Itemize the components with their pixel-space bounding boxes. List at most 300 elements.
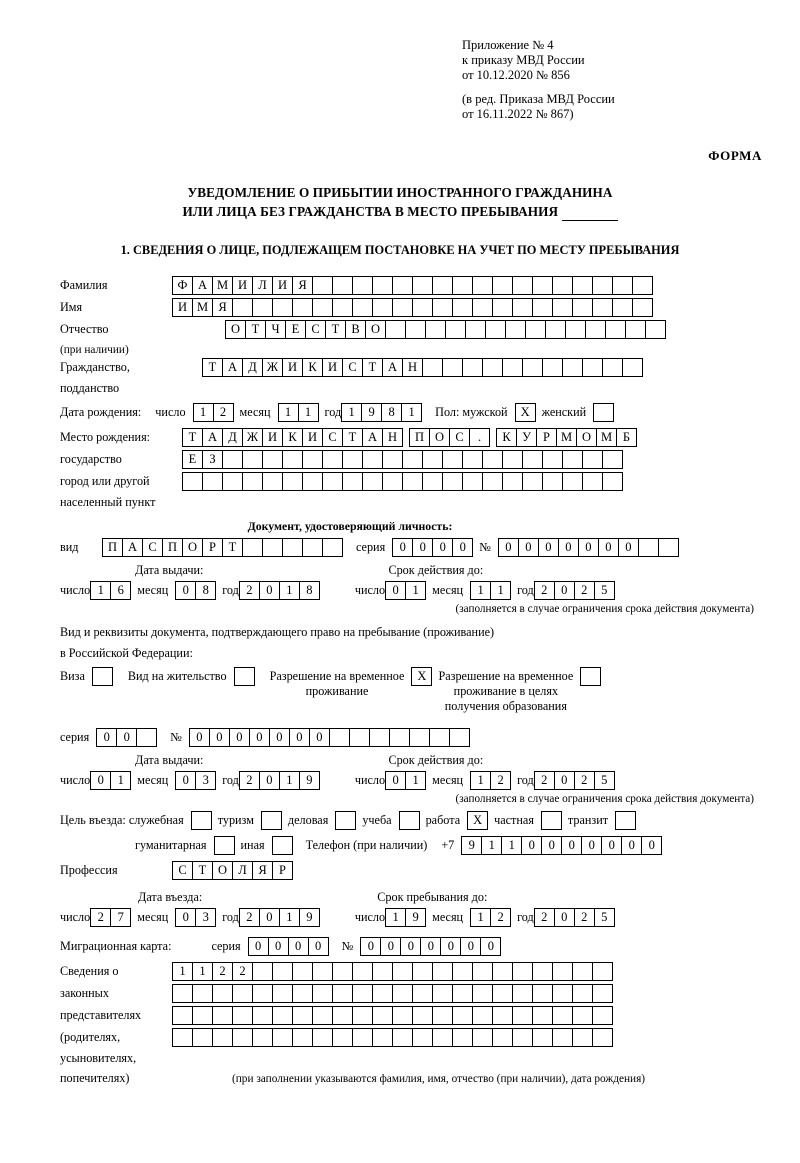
form-cell[interactable] (532, 984, 553, 1003)
residence-permit-checkbox[interactable] (234, 667, 254, 686)
form-cell[interactable] (272, 984, 293, 1003)
form-cell[interactable] (332, 984, 353, 1003)
form-cell[interactable] (545, 320, 566, 339)
form-cell[interactable]: Я (252, 861, 273, 880)
form-cell[interactable]: 0 (259, 581, 280, 600)
form-cell[interactable] (261, 811, 282, 830)
purpose-study-checkbox[interactable] (399, 811, 419, 830)
form-cell[interactable] (352, 1006, 373, 1025)
doc-number-boxes[interactable] (498, 538, 678, 557)
form-cell[interactable] (472, 1028, 493, 1047)
form-cell[interactable] (452, 276, 473, 295)
form-cell[interactable] (432, 1006, 453, 1025)
form-cell[interactable] (234, 667, 255, 686)
form-cell[interactable]: 0 (229, 728, 250, 747)
form-cell[interactable]: 0 (581, 836, 602, 855)
entry-year-boxes[interactable] (239, 908, 319, 927)
form-cell[interactable]: 0 (498, 538, 519, 557)
permit-valid-year-boxes[interactable] (534, 771, 614, 790)
form-cell[interactable]: Х (411, 667, 432, 686)
legal-rep-row1-boxes[interactable] (172, 962, 612, 981)
form-cell[interactable]: 0 (538, 538, 559, 557)
form-cell[interactable]: З (202, 450, 223, 469)
form-cell[interactable]: 0 (175, 771, 196, 790)
form-cell[interactable]: 0 (116, 728, 137, 747)
form-cell[interactable] (512, 276, 533, 295)
birthplace-city-part2-boxes[interactable] (496, 428, 636, 447)
stay-month-boxes[interactable] (470, 908, 510, 927)
form-cell[interactable] (615, 811, 636, 830)
form-cell[interactable] (292, 298, 313, 317)
form-cell[interactable] (512, 1006, 533, 1025)
form-cell[interactable] (252, 984, 273, 1003)
form-cell[interactable] (292, 1006, 313, 1025)
form-cell[interactable] (445, 320, 466, 339)
form-cell[interactable] (502, 358, 523, 377)
form-cell[interactable]: Л (232, 861, 253, 880)
form-cell[interactable] (532, 1006, 553, 1025)
form-cell[interactable] (282, 538, 303, 557)
migration-number-boxes[interactable] (360, 937, 500, 956)
form-cell[interactable] (332, 298, 353, 317)
form-cell[interactable]: 2 (90, 908, 111, 927)
form-cell[interactable]: 0 (249, 728, 270, 747)
form-cell[interactable]: 0 (460, 937, 481, 956)
form-cell[interactable] (482, 358, 503, 377)
form-cell[interactable]: 1 (470, 581, 491, 600)
form-cell[interactable] (638, 538, 659, 557)
form-cell[interactable] (522, 472, 543, 491)
form-cell[interactable]: 2 (574, 581, 595, 600)
form-cell[interactable]: С (322, 428, 343, 447)
form-cell[interactable]: С (305, 320, 326, 339)
form-cell[interactable] (272, 836, 293, 855)
form-cell[interactable] (292, 1028, 313, 1047)
form-cell[interactable] (352, 984, 373, 1003)
form-cell[interactable] (582, 472, 603, 491)
form-cell[interactable] (465, 320, 486, 339)
form-cell[interactable]: 3 (195, 908, 216, 927)
form-cell[interactable] (605, 320, 626, 339)
form-cell[interactable] (552, 962, 573, 981)
form-cell[interactable] (385, 320, 406, 339)
form-cell[interactable] (472, 984, 493, 1003)
form-cell[interactable]: Т (325, 320, 346, 339)
edu-residence-checkbox[interactable] (580, 667, 600, 686)
form-cell[interactable]: Т (342, 428, 363, 447)
form-cell[interactable]: 0 (189, 728, 210, 747)
form-cell[interactable] (492, 984, 513, 1003)
form-cell[interactable] (392, 1006, 413, 1025)
form-cell[interactable] (242, 538, 263, 557)
form-cell[interactable]: 1 (490, 581, 511, 600)
form-cell[interactable] (632, 276, 653, 295)
form-cell[interactable]: 0 (90, 771, 111, 790)
form-cell[interactable]: Р (202, 538, 223, 557)
form-cell[interactable]: 2 (239, 581, 260, 600)
form-cell[interactable]: Ф (172, 276, 193, 295)
form-cell[interactable] (512, 1028, 533, 1047)
birthplace-state-boxes[interactable] (182, 428, 402, 447)
patronymic-boxes[interactable] (225, 320, 665, 339)
form-cell[interactable] (352, 962, 373, 981)
form-cell[interactable]: О (212, 861, 233, 880)
form-cell[interactable] (322, 472, 343, 491)
form-cell[interactable]: 1 (401, 403, 422, 422)
form-cell[interactable] (92, 667, 113, 686)
form-cell[interactable]: Я (292, 276, 313, 295)
form-cell[interactable] (432, 962, 453, 981)
form-cell[interactable] (312, 1028, 333, 1047)
form-cell[interactable] (602, 358, 623, 377)
form-cell[interactable] (542, 450, 563, 469)
stay-day-boxes[interactable] (385, 908, 425, 927)
form-cell[interactable]: Ж (242, 428, 263, 447)
form-cell[interactable] (572, 1006, 593, 1025)
form-cell[interactable]: 1 (172, 962, 193, 981)
form-cell[interactable]: М (596, 428, 617, 447)
form-cell[interactable]: 0 (259, 908, 280, 927)
form-cell[interactable]: 5 (594, 771, 615, 790)
form-cell[interactable] (232, 1006, 253, 1025)
form-cell[interactable]: 0 (541, 836, 562, 855)
form-cell[interactable]: С (172, 861, 193, 880)
phone-boxes[interactable] (461, 836, 661, 855)
form-cell[interactable] (412, 962, 433, 981)
purpose-transit-checkbox[interactable] (615, 811, 635, 830)
form-cell[interactable] (362, 450, 383, 469)
form-cell[interactable] (429, 728, 450, 747)
form-cell[interactable] (402, 450, 423, 469)
form-cell[interactable] (452, 1006, 473, 1025)
form-cell[interactable] (382, 472, 403, 491)
form-cell[interactable] (192, 984, 213, 1003)
form-cell[interactable] (282, 472, 303, 491)
form-cell[interactable] (352, 1028, 373, 1047)
form-cell[interactable]: 1 (279, 581, 300, 600)
form-cell[interactable]: 1 (279, 771, 300, 790)
form-cell[interactable] (592, 1028, 613, 1047)
form-cell[interactable] (342, 472, 363, 491)
form-cell[interactable]: 2 (534, 771, 555, 790)
form-cell[interactable] (212, 1006, 233, 1025)
form-cell[interactable] (572, 984, 593, 1003)
form-cell[interactable]: 0 (618, 538, 639, 557)
form-cell[interactable]: 9 (361, 403, 382, 422)
form-cell[interactable] (442, 358, 463, 377)
form-cell[interactable]: О (182, 538, 203, 557)
form-cell[interactable]: 0 (561, 836, 582, 855)
form-cell[interactable] (565, 320, 586, 339)
form-cell[interactable]: Т (222, 538, 243, 557)
form-cell[interactable]: О (225, 320, 246, 339)
doc-valid-year-boxes[interactable] (534, 581, 614, 600)
form-cell[interactable]: 1 (278, 403, 299, 422)
form-cell[interactable] (352, 276, 373, 295)
form-cell[interactable]: С (449, 428, 470, 447)
form-cell[interactable] (572, 1028, 593, 1047)
form-cell[interactable]: 0 (385, 581, 406, 600)
form-cell[interactable] (136, 728, 157, 747)
permit-valid-month-boxes[interactable] (470, 771, 510, 790)
form-cell[interactable] (432, 276, 453, 295)
birthplace-city-row2-boxes[interactable] (182, 450, 622, 469)
form-cell[interactable] (202, 472, 223, 491)
doc-kind-boxes[interactable] (102, 538, 342, 557)
form-cell[interactable] (191, 811, 212, 830)
form-cell[interactable] (541, 811, 562, 830)
form-cell[interactable]: 1 (481, 836, 502, 855)
form-cell[interactable] (312, 962, 333, 981)
doc-issue-day-boxes[interactable] (90, 581, 130, 600)
form-cell[interactable]: 8 (195, 581, 216, 600)
form-cell[interactable] (362, 472, 383, 491)
form-cell[interactable]: 0 (578, 538, 599, 557)
form-cell[interactable] (332, 1006, 353, 1025)
form-cell[interactable]: 0 (432, 538, 453, 557)
form-cell[interactable]: 2 (232, 962, 253, 981)
form-cell[interactable]: И (232, 276, 253, 295)
form-cell[interactable] (272, 1006, 293, 1025)
profession-boxes[interactable] (172, 861, 292, 880)
form-cell[interactable] (552, 298, 573, 317)
form-cell[interactable]: С (342, 358, 363, 377)
permit-issue-year-boxes[interactable] (239, 771, 319, 790)
form-cell[interactable] (412, 276, 433, 295)
form-cell[interactable] (462, 450, 483, 469)
form-cell[interactable] (432, 984, 453, 1003)
form-cell[interactable]: И (302, 428, 323, 447)
form-cell[interactable] (182, 472, 203, 491)
form-cell[interactable] (602, 450, 623, 469)
form-cell[interactable] (409, 728, 430, 747)
form-cell[interactable] (262, 538, 283, 557)
form-cell[interactable] (572, 298, 593, 317)
purpose-private-checkbox[interactable] (541, 811, 561, 830)
purpose-tourism-checkbox[interactable] (261, 811, 281, 830)
name-boxes[interactable] (172, 298, 652, 317)
form-cell[interactable]: 2 (239, 771, 260, 790)
form-cell[interactable]: 0 (209, 728, 230, 747)
form-cell[interactable] (302, 472, 323, 491)
form-cell[interactable]: 1 (470, 908, 491, 927)
form-cell[interactable]: 0 (259, 771, 280, 790)
form-cell[interactable] (242, 472, 263, 491)
form-cell[interactable]: 0 (360, 937, 381, 956)
form-cell[interactable]: Ч (265, 320, 286, 339)
form-cell[interactable] (222, 472, 243, 491)
form-cell[interactable]: 1 (279, 908, 300, 927)
form-cell[interactable] (392, 984, 413, 1003)
form-cell[interactable] (312, 1006, 333, 1025)
form-cell[interactable]: К (302, 358, 323, 377)
form-cell[interactable]: 0 (400, 937, 421, 956)
legal-rep-row2-boxes[interactable] (172, 984, 612, 1003)
form-cell[interactable] (572, 962, 593, 981)
form-cell[interactable] (252, 1006, 273, 1025)
form-cell[interactable] (399, 811, 420, 830)
form-cell[interactable] (532, 298, 553, 317)
form-cell[interactable] (452, 984, 473, 1003)
form-cell[interactable] (382, 450, 403, 469)
birth-month-boxes[interactable] (278, 403, 318, 422)
form-cell[interactable] (369, 728, 390, 747)
form-cell[interactable] (522, 358, 543, 377)
form-cell[interactable]: Т (245, 320, 266, 339)
form-cell[interactable] (532, 276, 553, 295)
form-cell[interactable]: М (212, 276, 233, 295)
form-cell[interactable] (472, 1006, 493, 1025)
sex-female-checkbox[interactable] (593, 403, 613, 422)
permit-issue-day-boxes[interactable] (90, 771, 130, 790)
form-cell[interactable]: Н (402, 358, 423, 377)
form-cell[interactable]: 1 (110, 771, 131, 790)
form-cell[interactable] (422, 472, 443, 491)
form-cell[interactable]: 0 (289, 728, 310, 747)
form-cell[interactable] (372, 298, 393, 317)
form-cell[interactable]: О (429, 428, 450, 447)
form-cell[interactable] (562, 358, 583, 377)
form-cell[interactable] (592, 962, 613, 981)
permit-issue-month-boxes[interactable] (175, 771, 215, 790)
form-cell[interactable] (302, 450, 323, 469)
form-cell[interactable]: 0 (641, 836, 662, 855)
form-cell[interactable] (232, 984, 253, 1003)
form-cell[interactable] (512, 298, 533, 317)
form-cell[interactable]: Т (202, 358, 223, 377)
form-cell[interactable]: 9 (461, 836, 482, 855)
form-cell[interactable] (622, 358, 643, 377)
form-cell[interactable]: М (556, 428, 577, 447)
form-cell[interactable] (282, 450, 303, 469)
form-cell[interactable] (292, 962, 313, 981)
form-cell[interactable]: 0 (554, 771, 575, 790)
form-cell[interactable]: 0 (440, 937, 461, 956)
form-cell[interactable]: 2 (534, 581, 555, 600)
form-cell[interactable] (485, 320, 506, 339)
form-cell[interactable]: 1 (501, 836, 522, 855)
form-cell[interactable] (172, 1028, 193, 1047)
citizenship-boxes[interactable] (202, 358, 642, 377)
form-cell[interactable] (592, 276, 613, 295)
form-cell[interactable] (525, 320, 546, 339)
form-cell[interactable]: 0 (248, 937, 269, 956)
form-cell[interactable]: Я (212, 298, 233, 317)
form-cell[interactable]: 0 (518, 538, 539, 557)
form-cell[interactable]: Д (242, 358, 263, 377)
form-cell[interactable] (502, 450, 523, 469)
form-cell[interactable] (472, 298, 493, 317)
form-cell[interactable]: И (322, 358, 343, 377)
form-cell[interactable]: Е (182, 450, 203, 469)
form-cell[interactable]: 0 (392, 538, 413, 557)
form-cell[interactable] (562, 472, 583, 491)
permit-series-boxes[interactable] (96, 728, 156, 747)
form-cell[interactable]: А (362, 428, 383, 447)
form-cell[interactable] (272, 298, 293, 317)
form-cell[interactable] (172, 984, 193, 1003)
form-cell[interactable] (452, 1028, 473, 1047)
form-cell[interactable] (472, 962, 493, 981)
form-cell[interactable]: В (345, 320, 366, 339)
visa-checkbox[interactable] (92, 667, 112, 686)
form-cell[interactable] (192, 1006, 213, 1025)
form-cell[interactable]: 1 (341, 403, 362, 422)
form-cell[interactable] (372, 984, 393, 1003)
form-cell[interactable]: 3 (195, 771, 216, 790)
form-cell[interactable]: 0 (452, 538, 473, 557)
form-cell[interactable]: И (272, 276, 293, 295)
form-cell[interactable] (322, 450, 343, 469)
form-cell[interactable] (352, 298, 373, 317)
form-cell[interactable] (372, 276, 393, 295)
form-cell[interactable] (262, 450, 283, 469)
stay-year-boxes[interactable] (534, 908, 614, 927)
form-cell[interactable]: П (102, 538, 123, 557)
form-cell[interactable] (522, 450, 543, 469)
form-cell[interactable] (372, 1006, 393, 1025)
form-cell[interactable]: А (192, 276, 213, 295)
form-cell[interactable] (412, 1028, 433, 1047)
form-cell[interactable] (172, 1006, 193, 1025)
form-cell[interactable]: 0 (601, 836, 622, 855)
form-cell[interactable]: 1 (405, 771, 426, 790)
form-cell[interactable]: Е (285, 320, 306, 339)
purpose-other-checkbox[interactable] (272, 836, 292, 855)
form-cell[interactable]: Б (616, 428, 637, 447)
doc-valid-day-boxes[interactable] (385, 581, 425, 600)
purpose-humanitarian-checkbox[interactable] (214, 836, 234, 855)
form-cell[interactable] (392, 962, 413, 981)
doc-issue-year-boxes[interactable] (239, 581, 319, 600)
form-cell[interactable] (492, 298, 513, 317)
form-cell[interactable]: 0 (420, 937, 441, 956)
form-cell[interactable] (532, 962, 553, 981)
form-cell[interactable]: 2 (574, 908, 595, 927)
form-cell[interactable]: 2 (490, 908, 511, 927)
form-cell[interactable]: 0 (558, 538, 579, 557)
form-cell[interactable]: 6 (110, 581, 131, 600)
form-cell[interactable]: 0 (96, 728, 117, 747)
doc-valid-month-boxes[interactable] (470, 581, 510, 600)
form-cell[interactable] (212, 1028, 233, 1047)
form-cell[interactable]: И (262, 428, 283, 447)
form-cell[interactable]: Р (272, 861, 293, 880)
form-cell[interactable] (658, 538, 679, 557)
form-cell[interactable] (449, 728, 470, 747)
form-cell[interactable] (452, 298, 473, 317)
form-cell[interactable]: 1 (193, 403, 214, 422)
form-cell[interactable] (329, 728, 350, 747)
form-cell[interactable] (432, 1028, 453, 1047)
form-cell[interactable] (492, 962, 513, 981)
form-cell[interactable] (580, 667, 601, 686)
form-cell[interactable] (462, 472, 483, 491)
form-cell[interactable] (332, 962, 353, 981)
form-cell[interactable]: 9 (299, 771, 320, 790)
form-cell[interactable]: Ж (262, 358, 283, 377)
permit-valid-day-boxes[interactable] (385, 771, 425, 790)
form-cell[interactable]: 0 (621, 836, 642, 855)
form-cell[interactable] (214, 836, 235, 855)
form-cell[interactable]: К (282, 428, 303, 447)
form-cell[interactable]: 2 (213, 403, 234, 422)
form-cell[interactable]: 0 (598, 538, 619, 557)
form-cell[interactable]: М (192, 298, 213, 317)
form-cell[interactable]: О (576, 428, 597, 447)
form-cell[interactable] (335, 811, 356, 830)
form-cell[interactable] (272, 962, 293, 981)
